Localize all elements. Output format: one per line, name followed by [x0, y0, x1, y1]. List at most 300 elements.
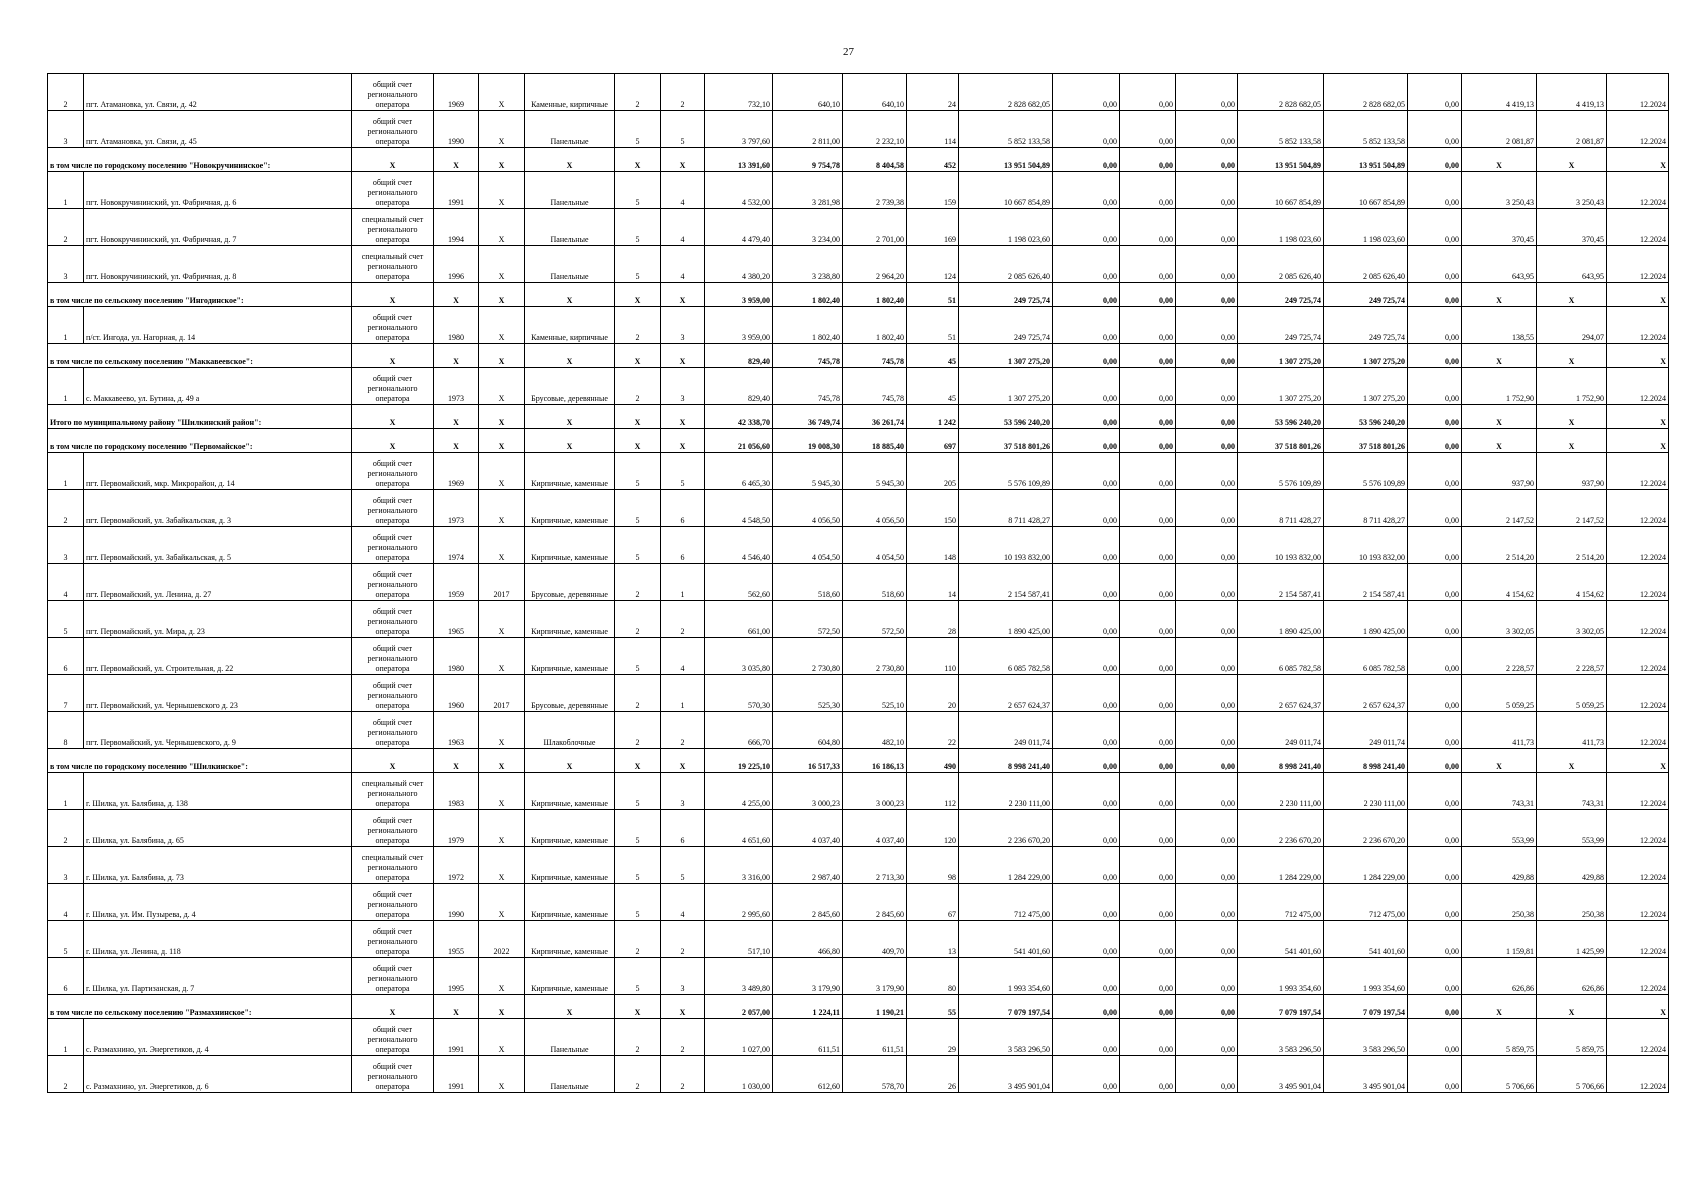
cell-max-unit-cost: 1 425,99 [1537, 921, 1607, 958]
cell-unit-cost: 626,86 [1462, 958, 1537, 995]
cell-entrances: 4 [661, 246, 705, 283]
subtotal-cell: 19 008,30 [773, 429, 843, 453]
cell-unit-cost: 5 706,66 [1462, 1056, 1537, 1093]
cell-fund-local: 0,00 [1176, 368, 1238, 405]
subtotal-cell: X [615, 405, 661, 429]
table-row [48, 810, 1669, 847]
cell-wall-material: Кирпичные, каменные [525, 958, 615, 995]
subtotal-cell: X [1607, 405, 1669, 429]
cell-fund-federal: 0,00 [1053, 601, 1120, 638]
cell-fund-local: 0,00 [1176, 490, 1238, 527]
subtotal-cell: 42 338,70 [705, 405, 773, 429]
cell-fund-local: 0,00 [1176, 1019, 1238, 1056]
cell-year-overhaul: X [479, 884, 525, 921]
cell-area-rooms: 2 811,00 [773, 111, 843, 148]
cell-fund-owners: 3 495 901,04 [1238, 1056, 1324, 1093]
subtotal-cell: 16 517,33 [773, 749, 843, 773]
table-row [48, 368, 1669, 405]
cell-area-rooms: 3 179,90 [773, 958, 843, 995]
cell-fund-other: 0,00 [1408, 847, 1462, 884]
cell-fund-regional: 0,00 [1120, 958, 1176, 995]
cell-area-residential: 578,70 [843, 1056, 907, 1093]
cell-total-area: 2 995,60 [705, 884, 773, 921]
cell-area-rooms: 466,80 [773, 921, 843, 958]
cell-completion-date: 12.2024 [1607, 1056, 1669, 1093]
cell-fund-owners-total: 1 307 275,20 [1324, 368, 1408, 405]
cell-fund-local: 0,00 [1176, 1056, 1238, 1093]
subtotal-cell: X [1462, 283, 1537, 307]
cell-unit-cost: 5 059,25 [1462, 675, 1537, 712]
cell-row-number: 2 [48, 209, 84, 246]
cell-total-area: 1 027,00 [705, 1019, 773, 1056]
cell-residents: 26 [907, 1056, 959, 1093]
cell-account-type: общий счет регионального оператора [352, 307, 434, 344]
subtotal-cell: X [661, 749, 705, 773]
cell-total-cost: 1 993 354,60 [959, 958, 1053, 995]
cell-fund-federal: 0,00 [1053, 209, 1120, 246]
subtotal-cell: 7 079 197,54 [1238, 995, 1324, 1019]
cell-fund-other: 0,00 [1408, 111, 1462, 148]
cell-entrances: 3 [661, 773, 705, 810]
subtotal-cell: X [434, 749, 479, 773]
subtotal-cell: X [661, 995, 705, 1019]
cell-total-area: 4 380,20 [705, 246, 773, 283]
cell-wall-material: Брусовые, деревянные [525, 564, 615, 601]
cell-unit-cost: 2 147,52 [1462, 490, 1537, 527]
cell-year-built: 1973 [434, 368, 479, 405]
cell-address: пгт. Первомайский, ул. Строительная, д. 22 [84, 638, 352, 675]
cell-fund-owners: 1 284 229,00 [1238, 847, 1324, 884]
subtotal-cell: 0,00 [1176, 429, 1238, 453]
cell-year-built: 1980 [434, 638, 479, 675]
cell-unit-cost: 5 859,75 [1462, 1019, 1537, 1056]
table-row [48, 307, 1669, 344]
cell-floors: 2 [615, 368, 661, 405]
cell-year-overhaul: X [479, 527, 525, 564]
cell-fund-federal: 0,00 [1053, 527, 1120, 564]
cell-unit-cost: 1 159,81 [1462, 921, 1537, 958]
cell-fund-federal: 0,00 [1053, 111, 1120, 148]
cell-unit-cost: 4 154,62 [1462, 564, 1537, 601]
cell-unit-cost: 3 302,05 [1462, 601, 1537, 638]
subtotal-cell: 8 998 241,40 [1324, 749, 1408, 773]
cell-residents: 29 [907, 1019, 959, 1056]
cell-wall-material: Панельные [525, 111, 615, 148]
cell-fund-owners: 10 667 854,89 [1238, 172, 1324, 209]
cell-fund-owners: 249 011,74 [1238, 712, 1324, 749]
cell-fund-federal: 0,00 [1053, 675, 1120, 712]
cell-area-rooms: 4 054,50 [773, 527, 843, 564]
cell-row-number: 2 [48, 1056, 84, 1093]
subtotal-cell: 13 391,60 [705, 148, 773, 172]
cell-residents: 80 [907, 958, 959, 995]
cell-year-built: 1959 [434, 564, 479, 601]
cell-address: пгт. Первомайский, ул. Забайкальская, д. 5 [84, 527, 352, 564]
cell-fund-regional: 0,00 [1120, 675, 1176, 712]
cell-residents: 67 [907, 884, 959, 921]
subtotal-cell: X [525, 344, 615, 368]
subtotal-cell: X [1537, 429, 1607, 453]
subtotal-cell: X [1537, 995, 1607, 1019]
cell-completion-date: 12.2024 [1607, 773, 1669, 810]
table-row [48, 209, 1669, 246]
subtotal-cell: 0,00 [1176, 749, 1238, 773]
cell-max-unit-cost: 553,99 [1537, 810, 1607, 847]
cell-wall-material: Кирпичные, каменные [525, 527, 615, 564]
cell-area-residential: 4 054,50 [843, 527, 907, 564]
cell-fund-local: 0,00 [1176, 958, 1238, 995]
subtotal-cell: 745,78 [843, 344, 907, 368]
cell-fund-regional: 0,00 [1120, 921, 1176, 958]
subtotal-cell: X [661, 429, 705, 453]
cell-max-unit-cost: 2 228,57 [1537, 638, 1607, 675]
subtotal-cell: 53 596 240,20 [1324, 405, 1408, 429]
cell-max-unit-cost: 1 752,90 [1537, 368, 1607, 405]
cell-floors: 5 [615, 638, 661, 675]
cell-row-number: 1 [48, 773, 84, 810]
table-row [48, 527, 1669, 564]
cell-account-type: общий счет регионального оператора [352, 74, 434, 111]
cell-fund-other: 0,00 [1408, 773, 1462, 810]
cell-area-rooms: 1 802,40 [773, 307, 843, 344]
cell-fund-regional: 0,00 [1120, 209, 1176, 246]
cell-wall-material: Панельные [525, 1019, 615, 1056]
cell-year-overhaul: X [479, 74, 525, 111]
cell-wall-material: Панельные [525, 172, 615, 209]
subtotal-cell: X [1462, 148, 1537, 172]
cell-total-area: 570,30 [705, 675, 773, 712]
cell-year-overhaul: X [479, 601, 525, 638]
cell-residents: 20 [907, 675, 959, 712]
cell-wall-material: Кирпичные, каменные [525, 453, 615, 490]
cell-floors: 5 [615, 884, 661, 921]
cell-fund-federal: 0,00 [1053, 246, 1120, 283]
cell-total-cost: 2 657 624,37 [959, 675, 1053, 712]
cell-area-rooms: 745,78 [773, 368, 843, 405]
cell-area-residential: 525,10 [843, 675, 907, 712]
cell-area-residential: 611,51 [843, 1019, 907, 1056]
cell-fund-local: 0,00 [1176, 884, 1238, 921]
cell-wall-material: Шлакоблочные [525, 712, 615, 749]
cell-fund-federal: 0,00 [1053, 847, 1120, 884]
cell-row-number: 3 [48, 111, 84, 148]
cell-fund-federal: 0,00 [1053, 74, 1120, 111]
cell-residents: 28 [907, 601, 959, 638]
cell-fund-owners-total: 3 583 296,50 [1324, 1019, 1408, 1056]
cell-completion-date: 12.2024 [1607, 490, 1669, 527]
cell-wall-material: Каменные, кирпичные [525, 307, 615, 344]
subtotal-cell: 36 261,74 [843, 405, 907, 429]
cell-fund-local: 0,00 [1176, 307, 1238, 344]
cell-area-residential: 4 037,40 [843, 810, 907, 847]
subtotal-cell: X [434, 405, 479, 429]
cell-floors: 2 [615, 74, 661, 111]
subtotal-cell: X [1462, 995, 1537, 1019]
cell-total-area: 4 479,40 [705, 209, 773, 246]
subtotal-cell: X [661, 283, 705, 307]
cell-row-number: 7 [48, 675, 84, 712]
cell-area-residential: 2 701,00 [843, 209, 907, 246]
cell-completion-date: 12.2024 [1607, 246, 1669, 283]
subtotal-cell: X [434, 283, 479, 307]
cell-wall-material: Кирпичные, каменные [525, 490, 615, 527]
subtotal-cell: X [479, 405, 525, 429]
subtotal-row [48, 344, 1669, 368]
cell-area-residential: 745,78 [843, 368, 907, 405]
cell-address: г. Шилка, ул. Балябина, д. 65 [84, 810, 352, 847]
cell-entrances: 4 [661, 638, 705, 675]
table-row [48, 638, 1669, 675]
cell-fund-local: 0,00 [1176, 810, 1238, 847]
subtotal-cell: 0,00 [1053, 995, 1120, 1019]
cell-floors: 5 [615, 527, 661, 564]
cell-max-unit-cost: 2 514,20 [1537, 527, 1607, 564]
cell-total-area: 3 489,80 [705, 958, 773, 995]
subtotal-cell: 0,00 [1120, 148, 1176, 172]
cell-residents: 112 [907, 773, 959, 810]
cell-fund-owners: 2 085 626,40 [1238, 246, 1324, 283]
subtotal-cell: X [661, 148, 705, 172]
cell-year-built: 1991 [434, 1056, 479, 1093]
subtotal-cell: 53 596 240,20 [1238, 405, 1324, 429]
cell-completion-date: 12.2024 [1607, 921, 1669, 958]
cell-fund-owners: 2 657 624,37 [1238, 675, 1324, 712]
cell-floors: 2 [615, 564, 661, 601]
subtotal-label: Итого по муниципальному району "Шилкинский район": [48, 405, 352, 429]
subtotal-cell: 3 959,00 [705, 283, 773, 307]
cell-fund-other: 0,00 [1408, 958, 1462, 995]
cell-fund-local: 0,00 [1176, 712, 1238, 749]
cell-fund-federal: 0,00 [1053, 638, 1120, 675]
cell-fund-owners-total: 1 890 425,00 [1324, 601, 1408, 638]
cell-account-type: общий счет регионального оператора [352, 527, 434, 564]
subtotal-cell: 0,00 [1408, 995, 1462, 1019]
cell-fund-local: 0,00 [1176, 527, 1238, 564]
cell-wall-material: Панельные [525, 209, 615, 246]
subtotal-cell: X [1607, 344, 1669, 368]
cell-completion-date: 12.2024 [1607, 712, 1669, 749]
cell-fund-other: 0,00 [1408, 453, 1462, 490]
cell-residents: 98 [907, 847, 959, 884]
cell-entrances: 2 [661, 1019, 705, 1056]
subtotal-cell: 1 242 [907, 405, 959, 429]
subtotal-label: в том числе по городскому поселению "Новокручининское": [48, 148, 352, 172]
cell-unit-cost: 429,88 [1462, 847, 1537, 884]
subtotal-row [48, 148, 1669, 172]
cell-address: пгт. Первомайский, ул. Чернышевского д. 23 [84, 675, 352, 712]
cell-year-built: 1973 [434, 490, 479, 527]
cell-fund-regional: 0,00 [1120, 638, 1176, 675]
cell-area-rooms: 572,50 [773, 601, 843, 638]
subtotal-cell: 8 998 241,40 [1238, 749, 1324, 773]
cell-fund-regional: 0,00 [1120, 884, 1176, 921]
subtotal-cell: 0,00 [1408, 405, 1462, 429]
subtotal-cell: 0,00 [1176, 283, 1238, 307]
cell-address: г. Шилка, ул. Ленина, д. 118 [84, 921, 352, 958]
cell-total-area: 3 797,60 [705, 111, 773, 148]
cell-residents: 150 [907, 490, 959, 527]
cell-wall-material: Панельные [525, 1056, 615, 1093]
cell-fund-regional: 0,00 [1120, 773, 1176, 810]
cell-total-cost: 2 236 670,20 [959, 810, 1053, 847]
cell-year-overhaul: X [479, 1056, 525, 1093]
cell-row-number: 8 [48, 712, 84, 749]
subtotal-cell: X [352, 148, 434, 172]
cell-fund-regional: 0,00 [1120, 527, 1176, 564]
cell-fund-other: 0,00 [1408, 810, 1462, 847]
cell-year-overhaul: X [479, 209, 525, 246]
cell-floors: 5 [615, 773, 661, 810]
subtotal-cell: X [1537, 344, 1607, 368]
cell-total-area: 829,40 [705, 368, 773, 405]
cell-account-type: общий счет регионального оператора [352, 601, 434, 638]
cell-total-cost: 712 475,00 [959, 884, 1053, 921]
subtotal-cell: X [1607, 749, 1669, 773]
cell-max-unit-cost: 4 154,62 [1537, 564, 1607, 601]
subtotal-cell: 0,00 [1053, 283, 1120, 307]
cell-year-built: 1980 [434, 307, 479, 344]
cell-residents: 22 [907, 712, 959, 749]
cell-total-cost: 8 711 428,27 [959, 490, 1053, 527]
cell-area-rooms: 2 845,60 [773, 884, 843, 921]
cell-fund-owners-total: 8 711 428,27 [1324, 490, 1408, 527]
cell-row-number: 4 [48, 884, 84, 921]
subtotal-cell: 16 186,13 [843, 749, 907, 773]
subtotal-cell: X [352, 749, 434, 773]
subtotal-cell: 13 951 504,89 [1238, 148, 1324, 172]
subtotal-cell: 1 307 275,20 [1324, 344, 1408, 368]
cell-fund-regional: 0,00 [1120, 1056, 1176, 1093]
table-row [48, 601, 1669, 638]
subtotal-cell: X [615, 148, 661, 172]
cell-year-built: 1995 [434, 958, 479, 995]
cell-fund-federal: 0,00 [1053, 453, 1120, 490]
subtotal-cell: X [352, 405, 434, 429]
table-row [48, 246, 1669, 283]
cell-completion-date: 12.2024 [1607, 1019, 1669, 1056]
subtotal-cell: X [1537, 749, 1607, 773]
table-row [48, 1056, 1669, 1093]
cell-year-overhaul: X [479, 1019, 525, 1056]
cell-row-number: 1 [48, 172, 84, 209]
cell-entrances: 1 [661, 675, 705, 712]
cell-row-number: 3 [48, 527, 84, 564]
cell-area-rooms: 5 945,30 [773, 453, 843, 490]
cell-total-cost: 2 828 682,05 [959, 74, 1053, 111]
subtotal-cell: 53 596 240,20 [959, 405, 1053, 429]
cell-area-residential: 572,50 [843, 601, 907, 638]
cell-max-unit-cost: 743,31 [1537, 773, 1607, 810]
table-row [48, 884, 1669, 921]
subtotal-cell: 1 307 275,20 [959, 344, 1053, 368]
cell-account-type: специальный счет регионального оператора [352, 773, 434, 810]
cell-fund-other: 0,00 [1408, 712, 1462, 749]
cell-residents: 45 [907, 368, 959, 405]
cell-total-area: 3 035,80 [705, 638, 773, 675]
subtotal-cell: X [479, 283, 525, 307]
cell-total-cost: 6 085 782,58 [959, 638, 1053, 675]
cell-address: пгт. Первомайский, ул. Чернышевского, д. 9 [84, 712, 352, 749]
subtotal-cell: X [434, 995, 479, 1019]
cell-address: пгт. Первомайский, ул. Мира, д. 23 [84, 601, 352, 638]
subtotal-cell: 829,40 [705, 344, 773, 368]
cell-area-rooms: 4 056,50 [773, 490, 843, 527]
cell-year-built: 1972 [434, 847, 479, 884]
subtotal-cell: 13 951 504,89 [959, 148, 1053, 172]
cell-year-overhaul: 2017 [479, 675, 525, 712]
cell-fund-owners: 5 852 133,58 [1238, 111, 1324, 148]
cell-total-cost: 249 725,74 [959, 307, 1053, 344]
subtotal-cell: X [661, 344, 705, 368]
subtotal-cell: 21 056,60 [705, 429, 773, 453]
subtotal-label: в том числе по городскому поселению "Шилкинское": [48, 749, 352, 773]
table-row [48, 712, 1669, 749]
subtotal-cell: 0,00 [1408, 344, 1462, 368]
cell-total-area: 3 316,00 [705, 847, 773, 884]
cell-year-built: 1991 [434, 1019, 479, 1056]
cell-total-cost: 5 576 109,89 [959, 453, 1053, 490]
cell-total-area: 661,00 [705, 601, 773, 638]
cell-year-overhaul: X [479, 810, 525, 847]
cell-address: пгт. Новокручининский, ул. Фабричная, д. 6 [84, 172, 352, 209]
cell-residents: 110 [907, 638, 959, 675]
page-number: 27 [843, 46, 854, 58]
cell-total-cost: 1 890 425,00 [959, 601, 1053, 638]
cell-address: пгт. Атамановка, ул. Связи, д. 45 [84, 111, 352, 148]
cell-fund-federal: 0,00 [1053, 884, 1120, 921]
subtotal-cell: X [352, 344, 434, 368]
cell-entrances: 2 [661, 1056, 705, 1093]
cell-residents: 51 [907, 307, 959, 344]
cell-account-type: общий счет регионального оператора [352, 810, 434, 847]
cell-completion-date: 12.2024 [1607, 638, 1669, 675]
cell-year-overhaul: X [479, 246, 525, 283]
cell-completion-date: 12.2024 [1607, 847, 1669, 884]
cell-fund-owners: 1 198 023,60 [1238, 209, 1324, 246]
cell-year-built: 1990 [434, 111, 479, 148]
cell-max-unit-cost: 2 147,52 [1537, 490, 1607, 527]
cell-fund-local: 0,00 [1176, 601, 1238, 638]
cell-fund-federal: 0,00 [1053, 490, 1120, 527]
cell-fund-other: 0,00 [1408, 490, 1462, 527]
cell-area-rooms: 611,51 [773, 1019, 843, 1056]
subtotal-label: в том числе по сельскому поселению "Ингодинское": [48, 283, 352, 307]
cell-entrances: 6 [661, 810, 705, 847]
cell-fund-federal: 0,00 [1053, 564, 1120, 601]
cell-floors: 5 [615, 172, 661, 209]
cell-account-type: общий счет регионального оператора [352, 490, 434, 527]
cell-fund-owners-total: 10 193 832,00 [1324, 527, 1408, 564]
cell-year-built: 1965 [434, 601, 479, 638]
cell-entrances: 3 [661, 307, 705, 344]
subtotal-cell: 1 190,21 [843, 995, 907, 1019]
cell-unit-cost: 3 250,43 [1462, 172, 1537, 209]
cell-fund-local: 0,00 [1176, 172, 1238, 209]
cell-fund-other: 0,00 [1408, 307, 1462, 344]
table-row [48, 490, 1669, 527]
cell-fund-owners-total: 5 852 133,58 [1324, 111, 1408, 148]
cell-unit-cost: 2 081,87 [1462, 111, 1537, 148]
cell-fund-federal: 0,00 [1053, 958, 1120, 995]
cell-unit-cost: 2 228,57 [1462, 638, 1537, 675]
cell-floors: 2 [615, 601, 661, 638]
cell-row-number: 1 [48, 1019, 84, 1056]
cell-row-number: 3 [48, 847, 84, 884]
cell-fund-owners-total: 249 011,74 [1324, 712, 1408, 749]
cell-area-rooms: 604,80 [773, 712, 843, 749]
cell-floors: 2 [615, 1056, 661, 1093]
cell-fund-regional: 0,00 [1120, 564, 1176, 601]
